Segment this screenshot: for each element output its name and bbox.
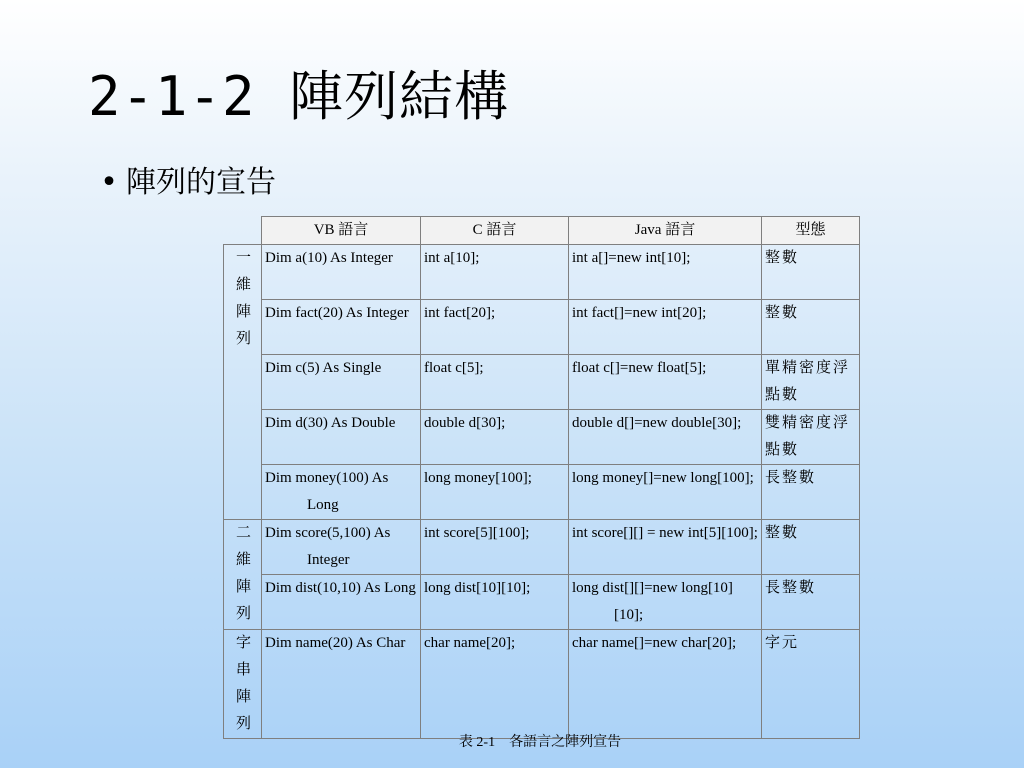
group-label: 一維陣列 xyxy=(236,250,252,347)
c-cell: double d[30]; xyxy=(421,410,569,465)
c-cell: int fact[20]; xyxy=(421,300,569,355)
java-cell: int fact[]=new int[20]; xyxy=(569,300,762,355)
vb-cell: Dim name(20) As Char xyxy=(262,630,421,739)
bullet-dot-icon: • xyxy=(100,165,119,200)
java-cell: double d[]=new double[30]; xyxy=(569,410,762,465)
table-row xyxy=(224,245,860,300)
table-header-row xyxy=(224,217,860,245)
table-row xyxy=(224,355,860,410)
c-cell: int a[10]; xyxy=(421,245,569,300)
table-row xyxy=(224,465,860,520)
array-declaration-table xyxy=(223,216,860,739)
vb-cell: Dim d(30) As Double xyxy=(262,410,421,465)
group-label-cell xyxy=(224,520,262,630)
type-cell: 單精密度浮點數 xyxy=(762,355,860,410)
java-cell: int score[][] = new int[5][100]; xyxy=(569,520,762,575)
column-header-vb: VB 語言 xyxy=(262,217,421,245)
type-cell: 字元 xyxy=(762,630,860,739)
vb-cell: Dim fact(20) As Integer xyxy=(262,300,421,355)
table-row xyxy=(224,410,860,465)
group-label-cell xyxy=(224,630,262,739)
java-cell: int a[]=new int[10]; xyxy=(569,245,762,300)
vb-cell: Dim a(10) As Integer xyxy=(262,245,421,300)
column-header-type: 型態 xyxy=(762,217,860,245)
vb-cell: Dim score(5,100) As Integer xyxy=(262,520,421,575)
column-header-c: C 語言 xyxy=(421,217,569,245)
type-cell: 長整數 xyxy=(762,465,860,520)
table-row xyxy=(224,300,860,355)
vb-cell: Dim dist(10,10) As Long xyxy=(262,575,421,630)
java-cell: long money[]=new long[100]; xyxy=(569,465,762,520)
c-cell: int score[5][100]; xyxy=(421,520,569,575)
java-cell: float c[]=new float[5]; xyxy=(569,355,762,410)
c-cell: long money[100]; xyxy=(421,465,569,520)
column-header-java: Java 語言 xyxy=(569,217,762,245)
type-cell: 長整數 xyxy=(762,575,860,630)
group-label: 字串陣列 xyxy=(236,635,252,732)
c-cell: long dist[10][10]; xyxy=(421,575,569,630)
table-row xyxy=(224,630,860,739)
java-cell: char name[]=new char[20]; xyxy=(569,630,762,739)
type-cell: 整數 xyxy=(762,300,860,355)
bullet-item xyxy=(100,162,276,204)
java-cell: long dist[][]=new long[10][10]; xyxy=(569,575,762,630)
type-cell: 整數 xyxy=(762,245,860,300)
table-caption: 表 2-1 各語言之陣列宣告 xyxy=(458,735,622,750)
c-cell: float c[5]; xyxy=(421,355,569,410)
bullet-text: 陣列的宣告 xyxy=(126,165,276,200)
type-cell: 整數 xyxy=(762,520,860,575)
type-cell: 雙精密度浮點數 xyxy=(762,410,860,465)
table-row xyxy=(224,575,860,630)
group-label-cell xyxy=(224,245,262,520)
vb-cell: Dim money(100) As Long xyxy=(262,465,421,520)
c-cell: char name[20]; xyxy=(421,630,569,739)
vb-cell: Dim c(5) As Single xyxy=(262,355,421,410)
slide-title: 2-1-2 陣列結構 xyxy=(88,65,510,128)
table-corner-cell xyxy=(224,217,262,245)
group-label: 二維陣列 xyxy=(236,525,252,622)
table-row xyxy=(224,520,860,575)
